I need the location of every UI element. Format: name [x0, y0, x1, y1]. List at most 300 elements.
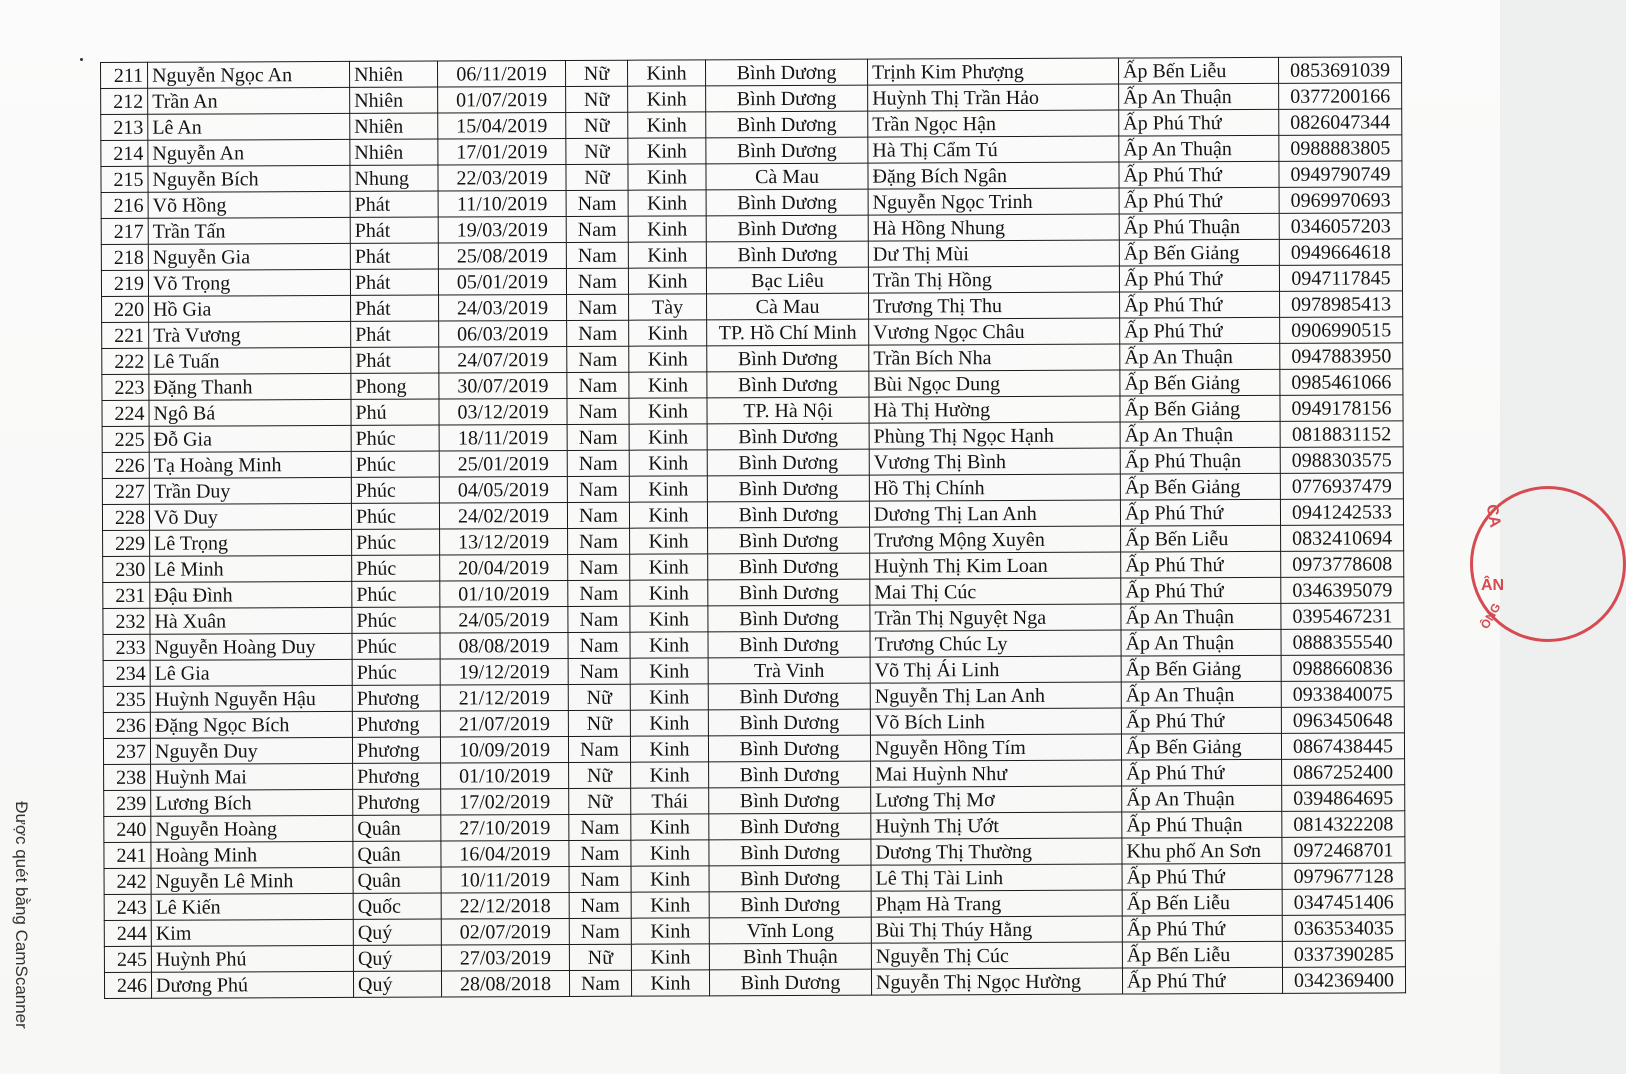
- row-number: 236: [103, 712, 150, 738]
- student-given-name: Quân: [353, 815, 441, 841]
- birthplace: Bình Dương: [708, 709, 870, 736]
- gender: Nam: [567, 502, 629, 528]
- student-family-name: Trần An: [148, 87, 350, 114]
- student-family-name: Lê Kiến: [151, 893, 353, 920]
- row-number: 224: [102, 400, 149, 426]
- stamp-text-2: ÂN: [1481, 577, 1505, 594]
- birthplace: Bình Dương: [706, 241, 868, 268]
- birthplace: Bình Dương: [707, 501, 869, 528]
- student-given-name: Nhiên: [350, 113, 438, 139]
- parent-name: Đặng Bích Ngân: [868, 162, 1119, 189]
- address: Ấp Phú Thứ: [1119, 187, 1279, 214]
- address: Ấp Phú Thứ: [1119, 265, 1279, 292]
- ethnicity: Kinh: [630, 684, 708, 710]
- student-family-name: Nguyễn Hoàng Duy: [150, 633, 352, 660]
- row-number: 219: [101, 270, 148, 296]
- student-given-name: Phương: [353, 789, 441, 815]
- gender: Nam: [568, 580, 630, 606]
- date-of-birth: 30/07/2019: [439, 372, 567, 399]
- ethnicity: Kinh: [631, 970, 709, 996]
- address: Ấp Phú Thứ: [1120, 499, 1280, 526]
- birthplace: Bình Dương: [707, 475, 869, 502]
- gender: Nam: [569, 892, 631, 918]
- gender: Nam: [568, 658, 630, 684]
- ethnicity: Kinh: [628, 112, 706, 138]
- student-family-name: Đặng Thanh: [149, 373, 351, 400]
- birthplace: Vĩnh Long: [709, 917, 871, 944]
- student-family-name: Võ Duy: [149, 503, 351, 530]
- parent-name: Võ Thị Ái Linh: [870, 656, 1121, 683]
- ethnicity: Kinh: [628, 164, 706, 190]
- phone-number: 0377200166: [1279, 83, 1402, 110]
- gender: Nam: [567, 450, 629, 476]
- student-given-name: Nhung: [350, 165, 438, 191]
- student-family-name: Nguyễn Hoàng: [151, 815, 353, 842]
- ethnicity: Kinh: [628, 86, 706, 112]
- parent-name: Võ Bích Linh: [870, 708, 1121, 735]
- birthplace: Bình Dương: [709, 787, 871, 814]
- birthplace: Bình Dương: [708, 631, 870, 658]
- phone-number: 0906990515: [1280, 317, 1403, 344]
- row-number: 217: [101, 218, 148, 244]
- address: Ấp Phú Thuận: [1120, 447, 1280, 474]
- phone-number: 0867252400: [1282, 759, 1405, 786]
- row-number: 214: [101, 140, 148, 166]
- address: Ấp An Thuận: [1122, 785, 1282, 812]
- phone-number: 0346395079: [1281, 577, 1404, 604]
- ethnicity: Kinh: [631, 918, 709, 944]
- parent-name: Trương Chúc Ly: [870, 630, 1121, 657]
- date-of-birth: 18/11/2019: [439, 424, 567, 451]
- date-of-birth: 19/12/2019: [440, 658, 568, 685]
- phone-number: 0347451406: [1282, 889, 1405, 916]
- address: Ấp Phú Thứ: [1119, 161, 1279, 188]
- student-given-name: Nhiên: [350, 87, 438, 113]
- student-family-name: Ngô Bá: [149, 399, 351, 426]
- birthplace: TP. Hà Nội: [707, 397, 869, 424]
- parent-name: Huỳnh Thị Trần Hảo: [868, 84, 1119, 111]
- date-of-birth: 28/08/2018: [441, 970, 569, 997]
- birthplace: Bình Dương: [707, 449, 869, 476]
- student-family-name: Võ Trọng: [148, 269, 350, 296]
- address: Khu phố An Sơn: [1122, 837, 1282, 864]
- row-number: 231: [103, 582, 150, 608]
- roster-body: [101, 57, 1406, 999]
- student-family-name: Lê Minh: [150, 555, 352, 582]
- address: Ấp Bến Giảng: [1120, 473, 1280, 500]
- parent-name: Nguyễn Thị Ngọc Hường: [871, 968, 1122, 995]
- phone-number: 0947117845: [1279, 265, 1402, 292]
- birthplace: Bình Dương: [708, 579, 870, 606]
- row-number: 245: [104, 946, 151, 972]
- student-given-name: Phát: [350, 243, 438, 269]
- phone-number: 0395467231: [1281, 603, 1404, 630]
- student-given-name: Phúc: [351, 425, 439, 451]
- birthplace: Bình Dương: [708, 735, 870, 762]
- student-given-name: Quý: [353, 945, 441, 971]
- student-given-name: Nhiên: [350, 139, 438, 165]
- address: Ấp Phú Thuận: [1122, 811, 1282, 838]
- gender: Nam: [568, 528, 630, 554]
- row-number: 235: [103, 686, 150, 712]
- phone-number: 0814322208: [1282, 811, 1405, 838]
- student-family-name: Nguyễn Gia: [148, 243, 350, 270]
- phone-number: 0394864695: [1282, 785, 1405, 812]
- date-of-birth: 01/10/2019: [441, 762, 569, 789]
- phone-number: 0933840075: [1281, 681, 1404, 708]
- birthplace: Bình Dương: [708, 553, 870, 580]
- address: Ấp Phú Thứ: [1121, 577, 1281, 604]
- gender: Nam: [567, 294, 629, 320]
- student-given-name: Phúc: [352, 633, 440, 659]
- date-of-birth: 06/11/2019: [437, 60, 565, 87]
- address: Ấp Phú Thứ: [1120, 291, 1280, 318]
- address: Ấp Phú Thứ: [1121, 551, 1281, 578]
- parent-name: Nguyễn Ngọc Trinh: [868, 188, 1119, 215]
- parent-name: Trần Thị Nguyệt Nga: [870, 604, 1121, 631]
- student-given-name: Phát: [350, 269, 438, 295]
- gender: Nam: [567, 476, 629, 502]
- gender: Nam: [566, 216, 628, 242]
- gender: Nam: [567, 424, 629, 450]
- student-family-name: Huỳnh Phú: [151, 945, 353, 972]
- gender: Nam: [568, 554, 630, 580]
- gender: Nữ: [565, 60, 627, 86]
- address: Ấp An Thuận: [1121, 629, 1281, 656]
- gender: Nữ: [569, 944, 631, 970]
- row-number: 232: [103, 608, 150, 634]
- ethnicity: Tày: [629, 294, 707, 320]
- date-of-birth: 21/12/2019: [440, 684, 568, 711]
- address: Ấp Bến Liễu: [1122, 889, 1282, 916]
- phone-number: 0776937479: [1280, 473, 1403, 500]
- parent-name: Bùi Ngọc Dung: [869, 370, 1120, 397]
- date-of-birth: 24/07/2019: [439, 346, 567, 373]
- address: Ấp Bến Giảng: [1120, 395, 1280, 422]
- student-family-name: Tạ Hoàng Minh: [149, 451, 351, 478]
- date-of-birth: 25/01/2019: [439, 450, 567, 477]
- parent-name: Trịnh Kim Phượng: [867, 58, 1118, 85]
- ethnicity: Kinh: [631, 892, 709, 918]
- date-of-birth: 17/02/2019: [441, 788, 569, 815]
- student-family-name: Đặng Ngọc Bích: [150, 711, 352, 738]
- date-of-birth: 25/08/2019: [438, 242, 566, 269]
- ethnicity: Kinh: [630, 736, 708, 762]
- phone-number: 0941242533: [1280, 499, 1403, 526]
- row-number: 225: [102, 426, 149, 452]
- birthplace: Bình Dương: [709, 969, 871, 996]
- row-number: 211: [101, 62, 148, 88]
- ethnicity: Kinh: [629, 372, 707, 398]
- student-given-name: Quân: [353, 867, 441, 893]
- phone-number: 0985461066: [1280, 369, 1403, 396]
- ethnicity: Kinh: [629, 346, 707, 372]
- student-family-name: Hà Xuân: [150, 607, 352, 634]
- parent-name: Hồ Thị Chính: [869, 474, 1120, 501]
- birthplace: Bình Dương: [709, 865, 871, 892]
- date-of-birth: 20/04/2019: [440, 554, 568, 581]
- ethnicity: Kinh: [631, 762, 709, 788]
- address: Ấp Phú Thứ: [1122, 759, 1282, 786]
- ethnicity: Kinh: [629, 476, 707, 502]
- date-of-birth: 24/02/2019: [439, 502, 567, 529]
- birthplace: Bình Dương: [706, 189, 868, 216]
- speck: [80, 58, 83, 61]
- parent-name: Nguyễn Thị Lan Anh: [870, 682, 1121, 709]
- phone-number: 0949178156: [1280, 395, 1403, 422]
- address: Ấp Phú Thứ: [1122, 863, 1282, 890]
- phone-number: 0978985413: [1280, 291, 1403, 318]
- student-given-name: Phú: [351, 399, 439, 425]
- phone-number: 0973778608: [1281, 551, 1404, 578]
- address: Ấp Phú Thứ: [1122, 967, 1282, 994]
- student-given-name: Quý: [353, 919, 441, 945]
- student-family-name: Trà Vương: [149, 321, 351, 348]
- stamp-text-3: ÔNG: [1477, 600, 1504, 632]
- phone-number: 0342369400: [1282, 967, 1405, 994]
- student-family-name: Trần Tấn: [148, 217, 350, 244]
- date-of-birth: 06/03/2019: [439, 320, 567, 347]
- ethnicity: Kinh: [630, 606, 708, 632]
- row-number: 233: [103, 634, 150, 660]
- address: Ấp Bến Giảng: [1121, 733, 1281, 760]
- date-of-birth: 05/01/2019: [438, 268, 566, 295]
- gender: Nam: [566, 268, 628, 294]
- address: Ấp Bến Giảng: [1120, 369, 1280, 396]
- birthplace: Bình Dương: [705, 59, 867, 86]
- student-given-name: Phúc: [352, 659, 440, 685]
- stamp-text-1: CA: [1482, 503, 1504, 529]
- parent-name: Hà Hồng Nhung: [868, 214, 1119, 241]
- address: Ấp Bến Giảng: [1121, 655, 1281, 682]
- student-roster-table: [100, 56, 1406, 999]
- ethnicity: Thái: [631, 788, 709, 814]
- student-given-name: Phát: [350, 217, 438, 243]
- date-of-birth: 03/12/2019: [439, 398, 567, 425]
- ethnicity: Kinh: [629, 502, 707, 528]
- address: Ấp Bến Liễu: [1122, 941, 1282, 968]
- student-given-name: Phát: [351, 295, 439, 321]
- row-number: 221: [102, 322, 149, 348]
- parent-name: Lương Thị Mơ: [871, 786, 1122, 813]
- row-number: 213: [101, 114, 148, 140]
- student-family-name: Võ Hồng: [148, 191, 350, 218]
- student-family-name: Đậu Đình: [150, 581, 352, 608]
- phone-number: 0988303575: [1280, 447, 1403, 474]
- phone-number: 0979677128: [1282, 863, 1405, 890]
- phone-number: 0826047344: [1279, 109, 1402, 136]
- phone-number: 0818831152: [1280, 421, 1403, 448]
- row-number: 223: [102, 374, 149, 400]
- date-of-birth: 21/07/2019: [440, 710, 568, 737]
- birthplace: Bình Dương: [706, 137, 868, 164]
- row-number: 222: [102, 348, 149, 374]
- row-number: 242: [104, 868, 151, 894]
- row-number: 240: [104, 816, 151, 842]
- student-family-name: Lê An: [148, 113, 350, 140]
- date-of-birth: 19/03/2019: [438, 216, 566, 243]
- birthplace: Bình Thuận: [709, 943, 871, 970]
- phone-number: 0853691039: [1278, 57, 1401, 84]
- phone-number: 0337390285: [1282, 941, 1405, 968]
- student-family-name: Nguyễn Ngọc An: [148, 61, 350, 88]
- birthplace: Cà Mau: [706, 163, 868, 190]
- ethnicity: Kinh: [630, 658, 708, 684]
- phone-number: 0947883950: [1280, 343, 1403, 370]
- phone-number: 0346057203: [1279, 213, 1402, 240]
- gender: Nam: [568, 632, 630, 658]
- date-of-birth: 22/03/2019: [438, 164, 566, 191]
- phone-number: 0888355540: [1281, 629, 1404, 656]
- gender: Nam: [567, 398, 629, 424]
- student-family-name: Lê Gia: [150, 659, 352, 686]
- phone-number: 0972468701: [1282, 837, 1405, 864]
- ethnicity: Kinh: [631, 866, 709, 892]
- birthplace: Bình Dương: [708, 527, 870, 554]
- row-number: 216: [101, 192, 148, 218]
- date-of-birth: 11/10/2019: [438, 190, 566, 217]
- phone-number: 0867438445: [1281, 733, 1404, 760]
- student-family-name: Lương Bích: [151, 789, 353, 816]
- ethnicity: Kinh: [629, 424, 707, 450]
- birthplace: Bình Dương: [707, 371, 869, 398]
- student-family-name: Hoàng Minh: [151, 841, 353, 868]
- row-number: 220: [102, 296, 149, 322]
- student-given-name: Nhiên: [349, 61, 437, 87]
- student-given-name: Phát: [351, 347, 439, 373]
- address: Ấp Phú Thứ: [1121, 707, 1281, 734]
- student-family-name: Trần Duy: [149, 477, 351, 504]
- row-number: 229: [103, 530, 150, 556]
- date-of-birth: 27/10/2019: [441, 814, 569, 841]
- address: Ấp Bến Liễu: [1118, 57, 1278, 84]
- gender: Nam: [569, 918, 631, 944]
- parent-name: Bùi Thị Thúy Hằng: [871, 916, 1122, 943]
- address: Ấp An Thuận: [1119, 135, 1279, 162]
- gender: Nam: [567, 372, 629, 398]
- parent-name: Vương Thị Bình: [869, 448, 1120, 475]
- date-of-birth: 01/10/2019: [440, 580, 568, 607]
- gender: Nam: [567, 346, 629, 372]
- student-given-name: Phúc: [351, 503, 439, 529]
- date-of-birth: 13/12/2019: [440, 528, 568, 555]
- address: Ấp An Thuận: [1120, 343, 1280, 370]
- row-number: 244: [104, 920, 151, 946]
- phone-number: 0832410694: [1281, 525, 1404, 552]
- date-of-birth: 17/01/2019: [438, 138, 566, 165]
- date-of-birth: 02/07/2019: [441, 918, 569, 945]
- address: Ấp Phú Thứ: [1119, 109, 1279, 136]
- ethnicity: Kinh: [631, 840, 709, 866]
- birthplace: Bình Dương: [707, 345, 869, 372]
- gender: Nam: [566, 242, 628, 268]
- student-given-name: Phong: [351, 373, 439, 399]
- date-of-birth: 16/04/2019: [441, 840, 569, 867]
- student-family-name: Nguyễn Lê Minh: [151, 867, 353, 894]
- watermark-text: Được quét bằng CamScanner: [12, 801, 31, 1029]
- date-of-birth: 04/05/2019: [439, 476, 567, 503]
- parent-name: Lê Thị Tài Linh: [871, 864, 1122, 891]
- student-given-name: Phương: [352, 711, 440, 737]
- gender: Nam: [569, 970, 631, 996]
- birthplace: Bình Dương: [706, 85, 868, 112]
- student-given-name: Phúc: [352, 581, 440, 607]
- student-family-name: Dương Phú: [151, 971, 353, 998]
- phone-number: 0949790749: [1279, 161, 1402, 188]
- date-of-birth: 15/04/2019: [438, 112, 566, 139]
- gender: Nữ: [569, 762, 631, 788]
- ethnicity: Kinh: [628, 190, 706, 216]
- phone-number: 0988660836: [1281, 655, 1404, 682]
- parent-name: Dư Thị Mùi: [868, 240, 1119, 267]
- gender: Nam: [567, 320, 629, 346]
- student-family-name: Lê Trọng: [150, 529, 352, 556]
- student-family-name: Đỗ Gia: [149, 425, 351, 452]
- student-given-name: Quốc: [353, 893, 441, 919]
- date-of-birth: 10/09/2019: [440, 736, 568, 763]
- row-number: 241: [104, 842, 151, 868]
- birthplace: Bình Dương: [709, 891, 871, 918]
- parent-name: Vương Ngọc Châu: [869, 318, 1120, 345]
- address: Ấp Phú Thuận: [1119, 213, 1279, 240]
- gender: Nam: [569, 814, 631, 840]
- row-number: 239: [104, 790, 151, 816]
- ethnicity: Kinh: [631, 814, 709, 840]
- student-given-name: Phúc: [352, 607, 440, 633]
- parent-name: Nguyễn Hồng Tím: [870, 734, 1121, 761]
- student-family-name: Kim: [151, 919, 353, 946]
- gender: Nữ: [566, 86, 628, 112]
- ethnicity: Kinh: [628, 138, 706, 164]
- gender: Nữ: [568, 710, 630, 736]
- date-of-birth: 22/12/2018: [441, 892, 569, 919]
- ethnicity: Kinh: [629, 320, 707, 346]
- date-of-birth: 08/08/2019: [440, 632, 568, 659]
- row-number: 227: [102, 478, 149, 504]
- student-given-name: Phát: [350, 191, 438, 217]
- birthplace: Trà Vinh: [708, 657, 870, 684]
- student-family-name: Nguyễn Bích: [148, 165, 350, 192]
- gender: Nam: [569, 840, 631, 866]
- ethnicity: Kinh: [629, 398, 707, 424]
- parent-name: Trần Thị Hồng: [868, 266, 1119, 293]
- gender: Nữ: [568, 684, 630, 710]
- birthplace: Bình Dương: [706, 215, 868, 242]
- student-family-name: Lê Tuấn: [149, 347, 351, 374]
- stamp-ring: [1470, 486, 1626, 642]
- row-number: 226: [102, 452, 149, 478]
- parent-name: Nguyễn Thị Cúc: [871, 942, 1122, 969]
- birthplace: Bình Dương: [706, 111, 868, 138]
- row-number: 238: [104, 764, 151, 790]
- birthplace: Cà Mau: [707, 293, 869, 320]
- ethnicity: Kinh: [631, 944, 709, 970]
- date-of-birth: 01/07/2019: [438, 86, 566, 113]
- student-family-name: Huỳnh Nguyễn Hậu: [150, 685, 352, 712]
- row-number: 234: [103, 660, 150, 686]
- row-number: 246: [104, 972, 151, 998]
- parent-name: Phạm Hà Trang: [871, 890, 1122, 917]
- student-given-name: Phương: [352, 685, 440, 711]
- parent-name: Phùng Thị Ngọc Hạnh: [869, 422, 1120, 449]
- address: Ấp Phú Thứ: [1122, 915, 1282, 942]
- date-of-birth: 24/05/2019: [440, 606, 568, 633]
- camscanner-watermark: [6, 785, 36, 1045]
- birthplace: Bình Dương: [707, 423, 869, 450]
- student-given-name: Phúc: [351, 477, 439, 503]
- address: Ấp Bến Giảng: [1119, 239, 1279, 266]
- student-family-name: Hồ Gia: [149, 295, 351, 322]
